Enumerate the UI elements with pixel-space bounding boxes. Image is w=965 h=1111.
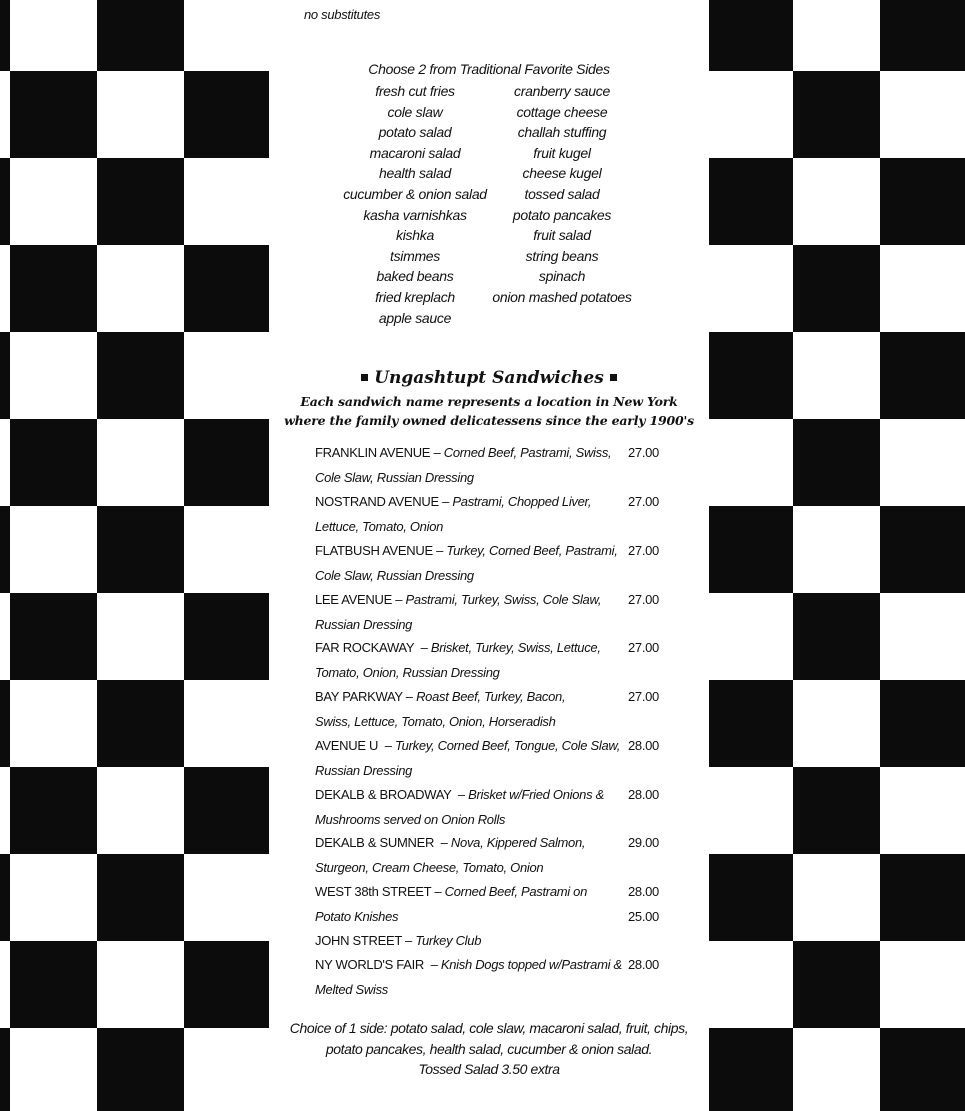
sandwich-description-cont: Potato Knishes <box>315 908 399 924</box>
sandwich-description-cont: Cole Slaw, Russian Dressing <box>315 469 474 485</box>
sandwich-description-cont: Cole Slaw, Russian Dressing <box>315 567 474 583</box>
sandwich-price: 28.00 <box>627 738 659 753</box>
sandwich-description: Nova, Kippered Salmon, <box>450 835 586 850</box>
side-item: fried kreplach <box>375 288 455 305</box>
sandwich-price: 25.00 <box>627 909 659 924</box>
separator-dash: – <box>430 445 444 460</box>
square-bullet-icon <box>610 374 617 381</box>
sandwich-description: Brisket, Turkey, Swiss, Lettuce, <box>430 640 601 655</box>
sandwich-price: 27.00 <box>627 592 659 607</box>
side-item: fresh cut fries <box>375 83 455 99</box>
separator-dash: – <box>438 494 453 509</box>
separator-dash: – <box>451 787 469 802</box>
sandwiches-title: Ungashtupt Sandwiches <box>374 368 604 388</box>
side-item: challah stuffing <box>517 124 607 141</box>
sandwiches-heading <box>269 368 709 388</box>
sandwich-price: 27.00 <box>627 445 659 460</box>
side-choice-note <box>269 1018 709 1080</box>
sandwich-price: 28.00 <box>627 787 659 802</box>
side-item: cranberry sauce <box>514 83 610 99</box>
sandwich-name: DEKALB & SUMNER <box>315 835 435 850</box>
menu-panel <box>269 0 709 1111</box>
side-item: baked beans <box>376 268 454 285</box>
side-item: kasha varnishkas <box>363 206 467 223</box>
sandwich-description: Brisket w/Fried Onions & <box>468 787 604 802</box>
side-item: kishka <box>396 227 434 244</box>
separator-dash: – <box>402 689 417 704</box>
side-item: tossed salad <box>524 185 600 202</box>
sandwich-name: DEKALB & BROADWAY <box>315 787 452 802</box>
sandwich-description-cont: Russian Dressing <box>315 616 413 632</box>
side-item: apple sauce <box>378 309 452 326</box>
no-substitutes-note: no substitutes <box>304 7 381 22</box>
sandwich-price: 28.00 <box>627 957 659 972</box>
side-item: cottage cheese <box>516 103 608 120</box>
sandwich-price: 27.00 <box>627 689 659 704</box>
sandwich-name: LEE AVENUE <box>315 592 392 607</box>
footer-line: Tossed Salad 3.50 extra <box>418 1061 560 1078</box>
sandwich-description-cont: Mushrooms served on Onion Rolls <box>315 811 506 827</box>
side-item: cole slaw <box>387 103 443 120</box>
checkerboard-border-left <box>0 0 269 1111</box>
sandwich-price: 29.00 <box>627 835 659 850</box>
side-item: spinach <box>538 268 586 285</box>
sandwich-description: Knish Dogs topped w/Pastrami & <box>440 957 622 972</box>
sandwich-name: FAR ROCKAWAY <box>315 640 414 655</box>
sandwich-name: JOHN STREET <box>315 933 402 948</box>
separator-dash: – <box>423 957 441 972</box>
subtitle-line: Each sandwich name represents a location in New York <box>300 394 678 409</box>
sandwich-name: NY WORLD'S FAIR <box>315 957 424 972</box>
sandwich-item <box>315 929 660 954</box>
side-item: fruit kugel <box>533 144 591 161</box>
square-bullet-icon <box>361 374 368 381</box>
sandwich-name: FRANKLIN AVENUE <box>315 445 431 460</box>
side-item: fruit salad <box>533 227 591 244</box>
footer-line: potato pancakes, health salad, cucumber & onion salad. <box>325 1040 653 1057</box>
sandwich-name: AVENUE U <box>315 738 379 753</box>
side-item: potato salad <box>378 124 452 141</box>
sandwich-description-cont: Russian Dressing <box>315 762 413 778</box>
subtitle-line: where the family owned delicatessens since the early 1900's <box>284 413 694 428</box>
checkerboard-border-right <box>709 0 965 1111</box>
separator-dash: – <box>434 835 451 850</box>
sandwich-name: WEST 38th STREET <box>315 884 432 899</box>
sandwich-name: NOSTRAND AVENUE <box>315 494 439 509</box>
sandwich-description: Corned Beef, Pastrami, Swiss, <box>443 445 612 460</box>
separator-dash: – <box>413 640 431 655</box>
sandwich-price: 27.00 <box>627 543 659 558</box>
sandwich-description: Corned Beef, Pastrami on <box>444 884 588 899</box>
separator-dash: – <box>432 543 447 558</box>
sandwich-description: Pastrami, Chopped Liver, <box>452 494 592 509</box>
sides-column-1 <box>335 81 495 328</box>
sandwich-name: BAY PARKWAY <box>315 689 403 704</box>
side-item: potato pancakes <box>512 206 612 223</box>
side-item: cheese kugel <box>522 165 602 182</box>
side-item: health salad <box>379 165 451 182</box>
side-item: macaroni salad <box>369 144 461 161</box>
footer-line: Choice of 1 side: potato salad, cole slaw, macaroni salad, fruit, chips, <box>289 1020 689 1036</box>
sandwich-description: Turkey, Corned Beef, Pastrami, <box>446 543 618 558</box>
sandwiches-subtitle <box>269 392 709 430</box>
separator-dash: – <box>431 884 445 899</box>
separator-dash: – <box>391 592 406 607</box>
side-item: tsimmes <box>389 247 440 264</box>
separator-dash: – <box>378 738 395 753</box>
sandwich-name: FLATBUSH AVENUE <box>315 543 433 558</box>
side-item: string beans <box>525 247 599 264</box>
sandwich-description-cont: Swiss, Lettuce, Tomato, Onion, Horseradish <box>315 713 556 729</box>
sandwich-description-cont: Melted Swiss <box>315 981 388 997</box>
sandwich-description: Turkey Club <box>415 933 482 948</box>
sandwich-description-cont: Sturgeon, Cream Cheese, Tomato, Onion <box>315 859 544 875</box>
sides-heading: Choose 2 from Traditional Favorite Sides <box>368 61 610 77</box>
side-item: cucumber & onion salad <box>343 185 487 202</box>
sandwich-price: 27.00 <box>627 640 659 655</box>
sides-column-2 <box>482 81 642 308</box>
sandwich-description: Roast Beef, Turkey, Bacon, <box>416 689 566 704</box>
sandwich-description-cont: Tomato, Onion, Russian Dressing <box>315 664 500 680</box>
sandwich-price: 27.00 <box>627 494 659 509</box>
side-item: onion mashed potatoes <box>492 288 632 305</box>
sandwich-price: 28.00 <box>627 884 659 899</box>
sandwich-description-cont: Lettuce, Tomato, Onion <box>315 518 444 534</box>
sandwich-description: Turkey, Corned Beef, Tongue, Cole Slaw, <box>394 738 621 753</box>
sandwich-description: Pastrami, Turkey, Swiss, Cole Slaw, <box>405 592 602 607</box>
separator-dash: – <box>401 933 416 948</box>
